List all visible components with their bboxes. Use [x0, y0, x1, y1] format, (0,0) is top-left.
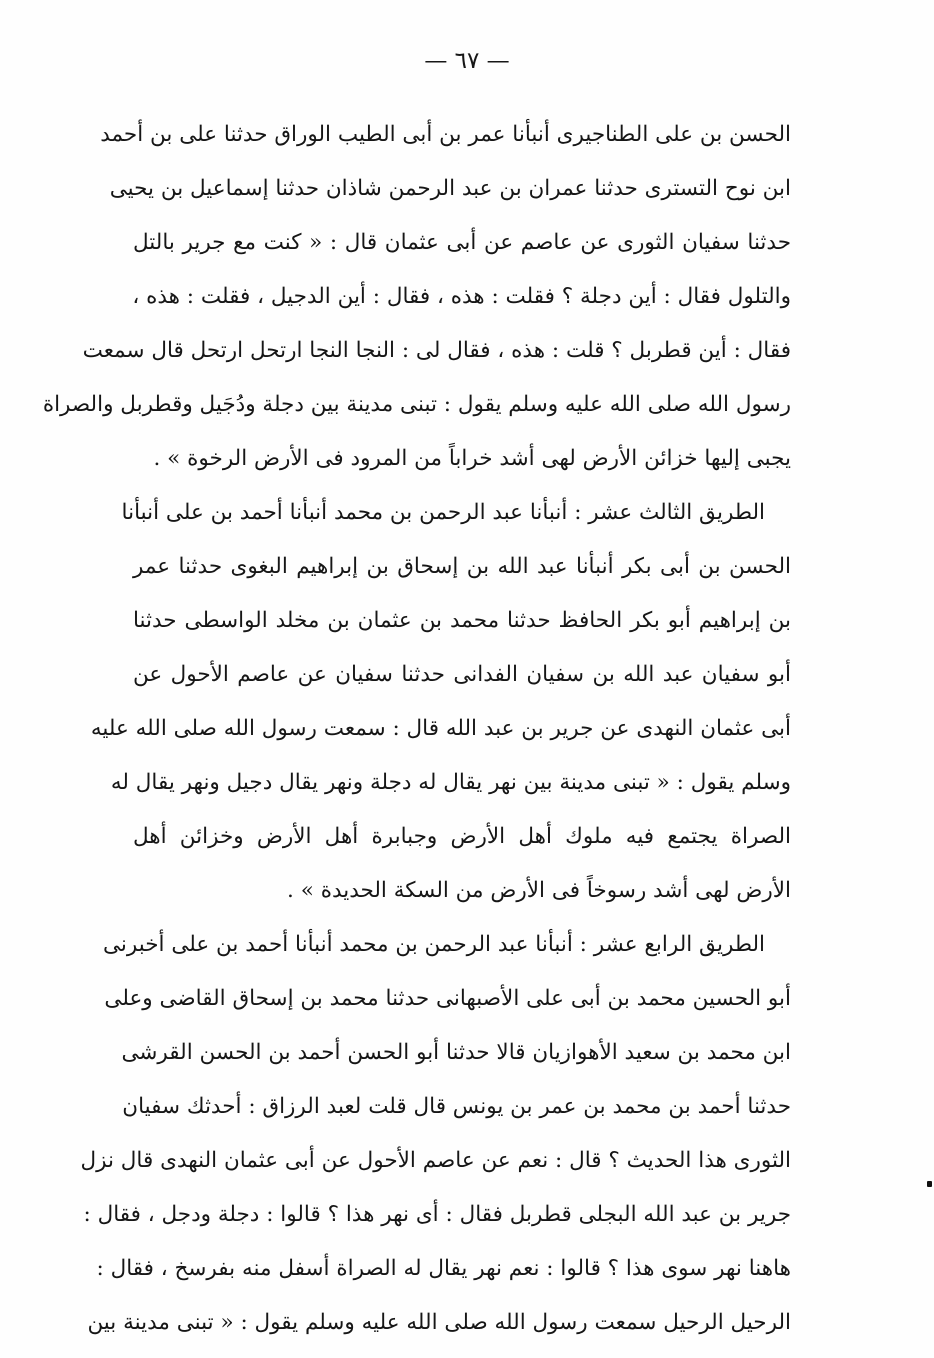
text-line: حدثنا سفيان الثورى عن عاصم عن أبى عثمان قال : « كنت مع جرير بالتل [133, 230, 791, 255]
paragraph-start-line: الطريق الرابع عشر : أنبأنا عبد الرحمن بن محمد أنبأنا أحمد بن على أخبرنى [103, 932, 765, 957]
text-line: جرير بن عبد الله البجلى قطربل فقال : أى نهر هذا ؟ قالوا : دجلة ودجل ، فقال : [83, 1202, 791, 1227]
text-line: أبو سفيان عبد الله بن سفيان الفدانى حدثنا سفيان عن عاصم الأحول عن [133, 662, 791, 687]
text-line: ابن نوح التسترى حدثنا عمران بن عبد الرحمن شاذان حدثنا إسماعيل بن يحيى [109, 176, 791, 201]
text-line: رسول الله صلى الله عليه وسلم يقول : تبنى مدينة بين دجلة ودُجَيل وقطربل والصراة [42, 392, 791, 417]
text-line: أبى عثمان النهدى عن جرير بن عبد الله قال : سمعت رسول الله صلى الله عليه [90, 716, 791, 741]
text-line: أبو الحسين محمد بن أبى على الأصبهانى حدثنا محمد بن إسحاق القاضى وعلى [104, 986, 791, 1011]
text-line: الصراة يجتمع فيه ملوك أهل الأرض وجبابرة أهل الأرض وخزائن أهل [133, 824, 791, 849]
text-line: والتلول فقال : أين دجلة ؟ فقلت : هذه ، فقال : أين الدجيل ، فقلت : هذه ، [132, 284, 791, 309]
page-number: — ٦٧ — [424, 48, 510, 74]
text-line: الثورى هذا الحديث ؟ قال : نعم عن عاصم الأحول عن أبى عثمان النهدى قال نزل [80, 1148, 791, 1173]
text-line: ابن محمد بن سعيد الأهوازيان قالا حدثنا أبو الحسن أحمد بن الحسن القرشى [121, 1040, 791, 1065]
text-line: حدثنا أحمد بن محمد بن عمر بن يونس قال قلت لعبد الرزاق : أحدثك سفيان [122, 1094, 791, 1119]
text-line: فقال : أين قطربل ؟ قلت : هذه ، فقال لى : النجا النجا ارتحل ارتحل قال سمعت [82, 338, 791, 363]
margin-speck [927, 1181, 932, 1187]
body-text [42, 108, 791, 1350]
text-line: بن إبراهيم أبو بكر الحافظ حدثنا محمد بن عثمان بن مخلد الواسطى حدثنا [133, 608, 791, 633]
text-line: يجبى إليها خزائن الأرض لهى أشد خراباً من المرود فى الأرض الرخوة » . [153, 446, 791, 471]
text-line: الحسن بن على الطناجيرى أنبأنا عمر بن أبى الطيب الوراق حدثنا على بن أحمد [100, 122, 791, 147]
text-line: هاهنا نهر سوى هذا ؟ قالوا : نعم نهر يقال له الصراة أسفل منه بفرسخ ، فقال : [96, 1256, 791, 1281]
text-line: وسلم يقول : « تبنى مدينة بين نهر يقال له دجلة ونهر يقال دجيل ونهر يقال له [110, 770, 791, 795]
text-line: الحسن بن أبى بكر أنبأنا عبد الله بن إسحاق بن إبراهيم البغوى حدثنا عمر [133, 554, 791, 579]
text-line: الأرض لهى أشد رسوخاً فى الأرض من السكة الحديدة » . [287, 878, 791, 903]
text-line: الرحيل الرحيل سمعت رسول الله صلى الله عليه وسلم يقول : « تبنى مدينة بين [87, 1310, 791, 1335]
paragraph-start-line: الطريق الثالث عشر : أنبأنا عبد الرحمن بن محمد أنبأنا أحمد بن على أنبأنا [121, 500, 765, 525]
